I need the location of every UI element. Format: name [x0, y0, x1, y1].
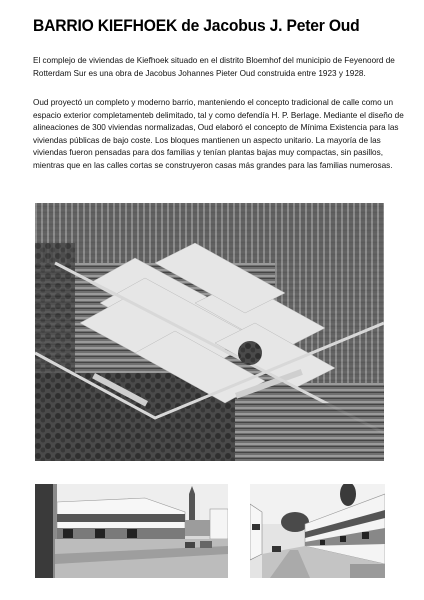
street-photo-left-graphic: [35, 484, 228, 578]
aerial-photo-graphic: [35, 203, 384, 461]
street-photo-left: [35, 484, 228, 578]
street-photo-right: [250, 484, 385, 578]
aerial-photo: [35, 203, 384, 461]
street-photo-right-graphic: [250, 484, 385, 578]
page-title: BARRIO KIEFHOEK de Jacobus J. Peter Oud: [33, 16, 360, 35]
intro-paragraph: El complejo de viviendas de Kiefhoek situado en el distrito Bloemhof del municipio de Feyenoord de Rotterdam Sur es una obra de Jacobus Johannes Pieter Oud construida entre 1923 y 1928.: [33, 56, 395, 78]
description-paragraph: Oud proyectó un completo y moderno barrio, manteniendo el concepto tradicional de calle como un espacio exterior completamenteb delimitado, tal y como defendía H. P. Berlage. Mediante el diseño de alineaciones de 300 viviendas normalizadas, Oud elaboró el concepto de Mínima Existencia para las viviendas públicas de bajo coste. Los bloques mantienen un aspecto unitario. La mayoría de las viviendas fueron pensadas para dos familias y tenían plantas bajas muy compactas, sin pasillos, mientras que en las calles cortas se construyeron casas más grandes para las familias numerosas.: [33, 98, 404, 170]
